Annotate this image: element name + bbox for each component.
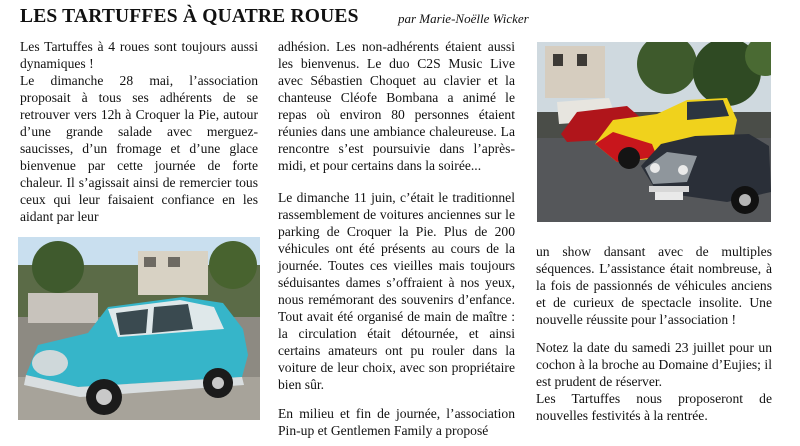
- paragraph-july-date: Notez la date du samedi 23 juillet pour un cochon à la broche au Domaine d’Eujies; il est prudent de réserver.: [536, 340, 772, 389]
- turquoise-car-photo: [18, 237, 260, 420]
- paragraph-may-event: Le dimanche 28 mai, l’association proposait à tous ses adhérents de se retrouver vers 12h à Croquer la Pie, autour d’une grande salade avec merguez-saucisses, d’un fromage et d’une glace bienvenue par cette journée de forte chaleur. Il s’agissait ainsi de remercier tous ceux qui leur faisaient confiance en les aidant par leur: [20, 73, 258, 224]
- rally-cars-photo: [537, 42, 771, 222]
- article-byline: par Marie-Noëlle Wicker: [398, 11, 529, 26]
- paragraph-june-gathering: Le dimanche 11 juin, c’était le traditionnel rassemblement de voitures anciennes sur le parking de Croquer la Pie. Plus de 200 véhicules ont été présents au cours de la journée. Toutes ces vieilles mais toujours séduisantes dames s’offraient à nos yeux, nous remémorant des souvenirs d’enfance. Tout avait été organisé de main de maître : la circulation était détournée, et ainsi certains amateurs ont pu rouler dans la voiture de leur choix, avec son propriétaire bien sûr.: [278, 190, 515, 392]
- paragraph-pinup-show: En milieu et fin de journée, l’association Pin-up et Gentlemen Family a proposé: [278, 406, 515, 438]
- paragraph-intro: Les Tartuffes à 4 roues sont toujours aussi dynamiques !: [20, 39, 258, 71]
- paragraph-rentree: Les Tartuffes nous proposeront de nouvelles festivités à la rentrée.: [536, 391, 772, 423]
- article-title: LES TARTUFFES À QUATRE ROUES: [20, 6, 359, 27]
- paragraph-show-success: un show dansant avec de multiples séquences. L’assistance était nombreuse, à la fois de passionnés de véhicules anciens et de curieux de spectacle insolite. Une nouvelle réussite pour l’association !: [536, 244, 772, 327]
- paragraph-adhesion: adhésion. Les non-adhérents étaient aussi les bienvenus. Le duo C2S Music Live avec Sébastien Choquet au clavier et la chanteuse Cléofe Bombana a animé le repas où environ 80 personnes étaient réunies dans une ambiance chaleureuse. La rencontre s’est poursuivie dans l’après-midi, et pour certains dans la soirée...: [278, 39, 515, 173]
